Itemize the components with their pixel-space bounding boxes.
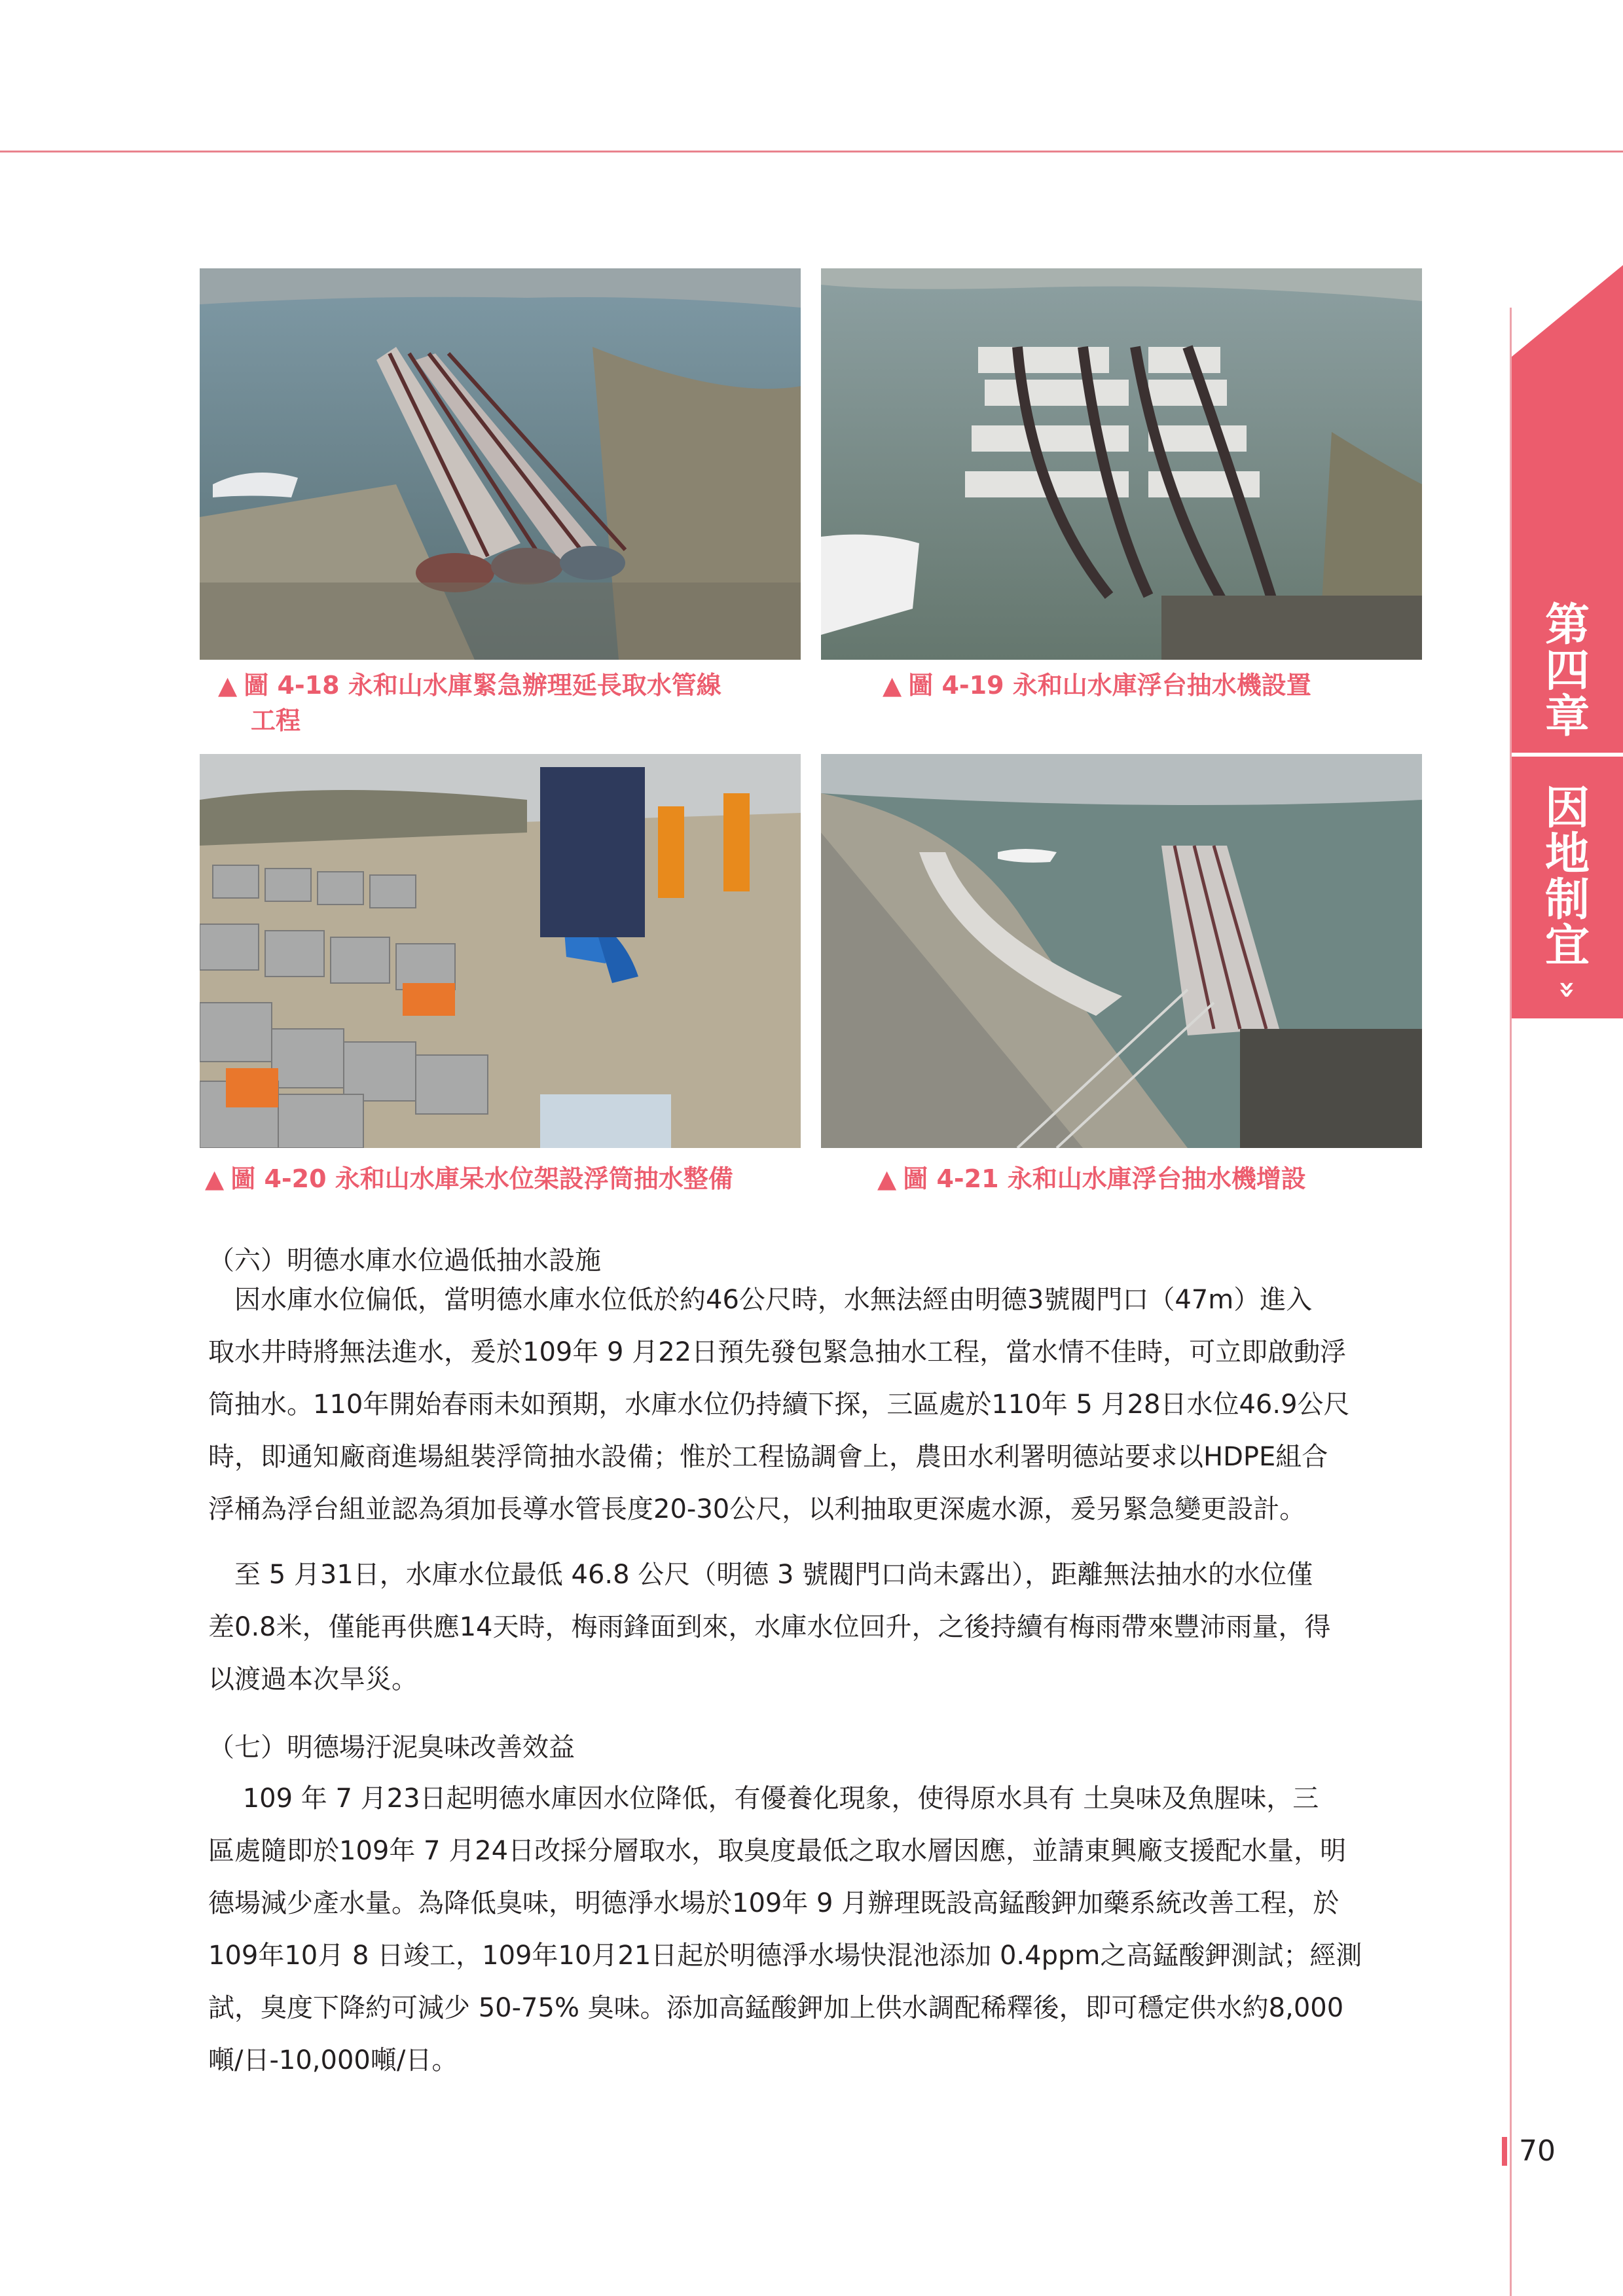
chevron-down-icon: » [1551,980,1584,999]
section-6-paragraph-1 [208,1274,1426,1535]
figure-4-18-caption [218,668,807,738]
text-line: 因水庫水位偏低，當明德水庫水位低於約46公尺時，水無法經由明德3號閥門口（47m）進入 [208,1285,1313,1315]
figure-4-21-photo [821,754,1422,1148]
text-line: 109年10月 8 日竣工，109年10月21日起於明德淨水場快混池添加 0.4ppm之高錳酸鉀測試；經測 [208,1941,1362,1971]
section-6-paragraph-2 [208,1549,1426,1706]
text-line: 差0.8米，僅能再供應14天時，梅雨鋒面到來，水庫水位回升，之後持續有梅雨帶來豐沛雨量，得 [208,1612,1331,1642]
caption-text: 永和山水庫浮台抽水機增設 [1007,1164,1306,1193]
text-line: 區處隨即於109年 7 月24日改採分層取水，取臭度最低之取水層因應，並請東興廠支援配水量，明 [208,1836,1347,1866]
figure-label: 圖 4-18 [244,671,340,700]
chapter-tab-divider [1512,753,1623,757]
header-rule [0,151,1623,152]
triangle-icon: ▲ [218,671,238,700]
text-line: 浮桶為浮台組並認為須加長導水管長度20-30公尺，以利抽取更深處水源，爰另緊急變更設計。 [208,1494,1306,1524]
text-line: 時，即通知廠商進場組裝浮筒抽水設備；惟於工程協調會上，農田水利署明德站要求以HDPE組合 [208,1442,1328,1472]
chapter-title-char: 制 [1544,874,1590,926]
chapter-title-char: 地 [1544,828,1590,880]
chapter-number [1512,599,1623,743]
chapter-char-1 [1512,599,1623,743]
figure-label: 圖 4-21 [903,1164,999,1193]
caption-text: 永和山水庫緊急辦理延長取水管線 [348,671,721,700]
figure-4-18-photo [200,268,801,660]
page-number: 70 [1519,2134,1556,2168]
caption-text-cont: 工程 [251,706,301,735]
figure-4-21-caption [877,1161,1421,1196]
text-line: 德場減少產水量。為降低臭味，明德淨水場於109年 9 月辦理既設高錳酸鉀加藥系統改善工程，於 [208,1888,1340,1918]
text-line: 以渡過本次旱災。 [208,1664,418,1695]
triangle-icon: ▲ [205,1164,225,1193]
text-line: 試，臭度下降約可減少 50-75% 臭味。添加高錳酸鉀加上供水調配稀釋後，即可穩定供水約8,000 [208,1993,1344,2023]
chapter-number-char: 章 [1544,691,1590,743]
triangle-icon: ▲ [877,1164,897,1193]
caption-text: 永和山水庫呆水位架設浮筒抽水整備 [335,1164,733,1193]
text-line: 筒抽水。110年開始春雨未如預期，水庫水位仍持續下探，三區處於110年 5 月28日水位46.9公尺 [208,1390,1350,1420]
section-heading-7: （七）明德場汙泥臭味改善效益 [208,1732,575,1763]
chapter-number-char: 第 [1544,599,1590,651]
section-heading-6: （六）明德水庫水位過低抽水設施 [208,1246,601,1276]
triangle-icon: ▲ [883,671,902,700]
chapter-title-char: 宜 [1544,920,1590,972]
page-number-marker [1502,2137,1507,2166]
figure-4-20-photo [200,754,801,1148]
chapter-title-char: 因 [1544,782,1590,834]
section-7-paragraph-1 [208,1772,1426,2087]
figure-4-20-caption [205,1161,814,1196]
chapter-number-char: 四 [1544,645,1590,697]
figure-4-19-caption [883,668,1419,703]
figure-label: 圖 4-19 [908,671,1004,700]
figure-label: 圖 4-20 [230,1164,327,1193]
caption-text: 永和山水庫浮台抽水機設置 [1012,671,1311,700]
text-line: 噸/日-10,000噸/日。 [208,2045,458,2075]
figure-4-19-photo [821,268,1422,660]
text-line: 至 5 月31日，水庫水位最低 46.8 公尺（明德 3 號閥門口尚未露出），距離無法抽水的水位僅 [208,1560,1313,1590]
text-line: 109 年 7 月23日起明德水庫因水位降低，有優養化現象，使得原水具有 土臭味及魚腥味，三 [208,1784,1319,1814]
text-line: 取水井時將無法進水，爰於109年 9 月22日預先發包緊急抽水工程，當水情不佳時，可立即啟動浮 [208,1337,1347,1367]
